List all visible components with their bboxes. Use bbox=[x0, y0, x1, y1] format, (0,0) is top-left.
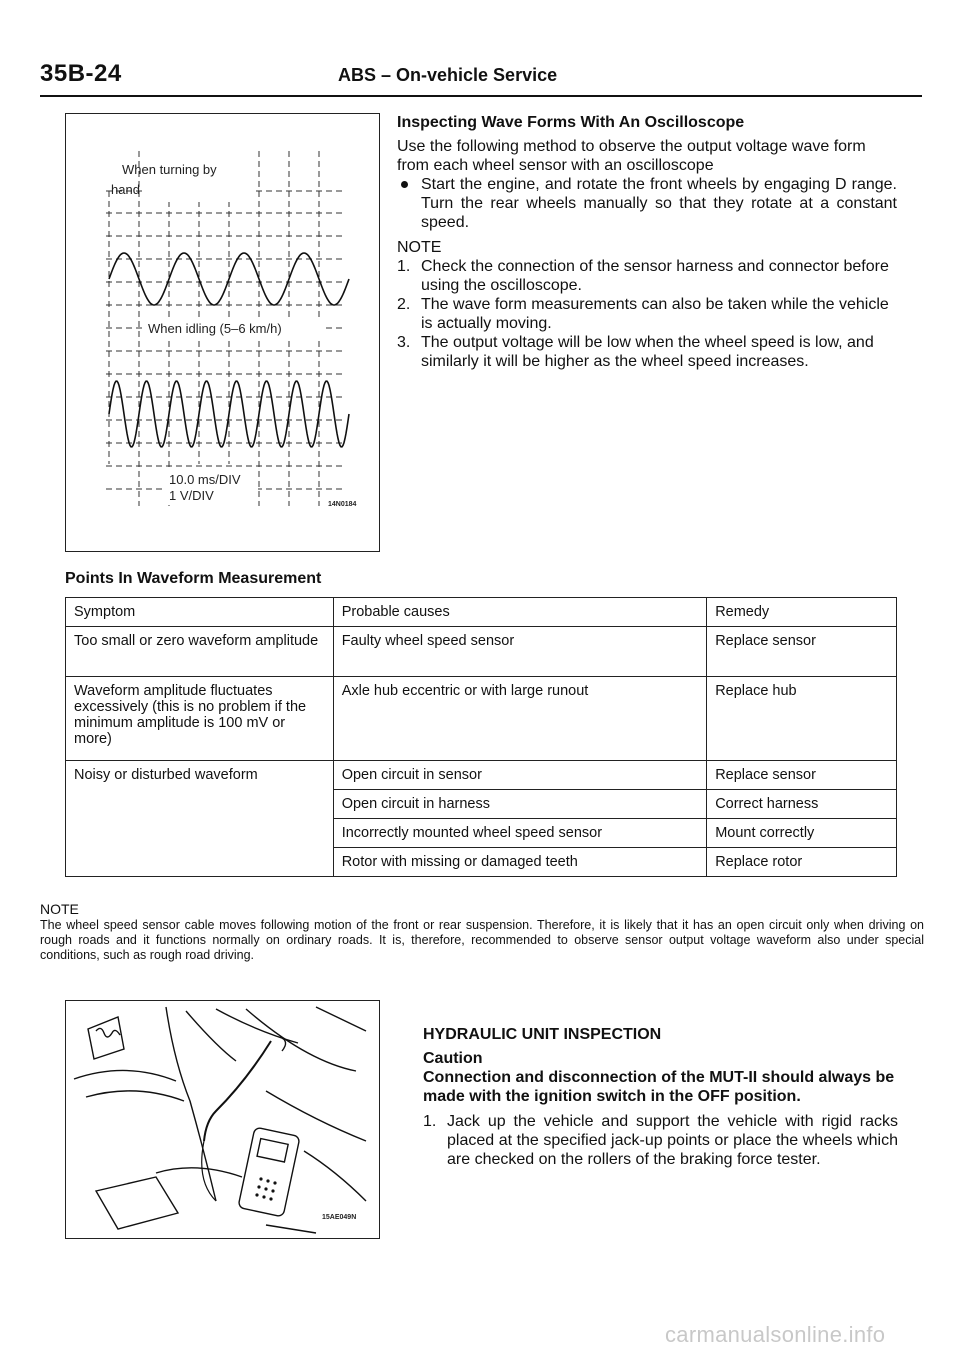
remedy-cell: Replace sensor bbox=[707, 627, 897, 677]
remedy-cell: Correct harness bbox=[707, 790, 897, 819]
caution-text: Connection and disconnection of the MUT-II should always be made with the ignition switch in the OFF position. bbox=[423, 1069, 895, 1105]
wave-section-heading: Inspecting Wave Forms With An Oscilloscope bbox=[397, 114, 745, 131]
oscilloscope-graph bbox=[66, 114, 379, 551]
label-idling: When idling (5–6 km/h) bbox=[148, 321, 282, 336]
wave-note-item bbox=[397, 295, 897, 333]
mut-cable bbox=[204, 1041, 271, 1141]
wave-note-item bbox=[397, 333, 897, 371]
label-time-scale: 10.0 ms/DIV bbox=[169, 472, 241, 487]
header-divider bbox=[40, 95, 922, 97]
wave-intro: Use the following method to observe the output voltage wave form from each wheel sensor with an oscilloscope bbox=[397, 138, 866, 174]
hydraulic-step bbox=[423, 1112, 898, 1169]
wave-note-label: NOTE bbox=[397, 239, 442, 256]
page-title: ABS – On-vehicle Service bbox=[338, 65, 558, 85]
figure-code: 14N0184 bbox=[328, 501, 357, 508]
table-row bbox=[66, 790, 897, 819]
note-text: The output voltage will be low when the wheel speed is low, and similarly it will be higher as the wheel speed increases. bbox=[421, 334, 874, 370]
symptom-table bbox=[65, 597, 897, 877]
cause-cell: Axle hub eccentric or with large runout bbox=[333, 677, 707, 761]
wave-bullet-item bbox=[397, 175, 897, 232]
bottom-note-label: NOTE bbox=[40, 901, 79, 917]
caution-label: Caution bbox=[423, 1050, 483, 1067]
label-hand-turning: When turning by bbox=[122, 162, 217, 177]
table-header-row bbox=[66, 598, 897, 627]
hydraulic-section bbox=[423, 1025, 898, 1169]
wave-note-item bbox=[397, 257, 897, 295]
symptom-cell: Noisy or disturbed waveform bbox=[66, 761, 334, 790]
fuse-detail bbox=[96, 1028, 120, 1037]
table-row bbox=[66, 677, 897, 761]
cause-cell: Rotor with missing or damaged teeth bbox=[333, 848, 707, 877]
note-number: 1. bbox=[397, 258, 411, 275]
fuse-box-shape bbox=[88, 1017, 124, 1059]
figure-code: 15AE049N bbox=[322, 1214, 357, 1221]
note-number: 2. bbox=[397, 296, 411, 313]
label-volt-scale: 1 V/DIV bbox=[169, 488, 214, 503]
symptom-cell bbox=[66, 848, 334, 877]
page-code: 35B-24 bbox=[40, 60, 122, 87]
hydraulic-heading: HYDRAULIC UNIT INSPECTION bbox=[423, 1026, 662, 1043]
note-number: 3. bbox=[397, 334, 411, 351]
oscilloscope-figure bbox=[65, 113, 380, 552]
note-text: Check the connection of the sensor harness and connector before using the oscilloscope. bbox=[421, 258, 889, 294]
step-text: Jack up the vehicle and support the vehicle with rigid racks placed at the specified jack-up points or place the wheels which are checked on the rollers of the braking force tester. bbox=[447, 1113, 898, 1168]
symptom-cell bbox=[66, 790, 334, 819]
column-header: Remedy bbox=[707, 598, 897, 627]
column-header: Symptom bbox=[66, 598, 334, 627]
label-hand: hand bbox=[111, 182, 140, 197]
cause-cell: Incorrectly mounted wheel speed sensor bbox=[333, 819, 707, 848]
watermark: carmanualsonline.info bbox=[665, 1322, 886, 1347]
points-heading: Points In Waveform Measurement bbox=[65, 570, 322, 587]
bottom-note-text: The wheel speed sensor cable moves following motion of the front or rear suspension. Therefore, it is likely that it has an open circuit only when driving on rough roads and it functions normally on ordinary roads. It is, therefore, recommended to observe sensor output voltage waveform also under special conditions, such as rough road driving. bbox=[40, 918, 924, 962]
wave-bullet-text: Start the engine, and rotate the front wheels by engaging D range. Turn the rear wheels manually so that they rotate at a constant speed. bbox=[421, 176, 897, 231]
bottom-note bbox=[40, 901, 924, 963]
mut-connection-figure bbox=[65, 1000, 380, 1239]
bullet-icon bbox=[401, 181, 408, 188]
wave-section bbox=[397, 113, 897, 371]
cause-cell: Open circuit in sensor bbox=[333, 761, 707, 790]
table-row bbox=[66, 848, 897, 877]
remedy-cell: Replace sensor bbox=[707, 761, 897, 790]
table-row bbox=[66, 761, 897, 790]
table-row bbox=[66, 627, 897, 677]
waveform-hand-turning bbox=[109, 253, 349, 305]
cause-cell: Open circuit in harness bbox=[333, 790, 707, 819]
column-header: Probable causes bbox=[333, 598, 707, 627]
table-row bbox=[66, 819, 897, 848]
cause-cell: Faulty wheel speed sensor bbox=[333, 627, 707, 677]
brake-pedal-shape bbox=[96, 1177, 178, 1229]
remedy-cell: Mount correctly bbox=[707, 819, 897, 848]
symptom-cell: Too small or zero waveform amplitude bbox=[66, 627, 334, 677]
mut-connection-illustration bbox=[66, 1001, 379, 1238]
note-text: The wave form measurements can also be taken while the vehicle is actually moving. bbox=[421, 296, 889, 332]
step-number: 1. bbox=[423, 1113, 437, 1130]
symptom-cell bbox=[66, 819, 334, 848]
symptom-cell: Waveform amplitude fluctuates excessively (this is no problem if the minimum amplitude is 100 mV or more) bbox=[66, 677, 334, 761]
remedy-cell: Replace rotor bbox=[707, 848, 897, 877]
remedy-cell: Replace hub bbox=[707, 677, 897, 761]
